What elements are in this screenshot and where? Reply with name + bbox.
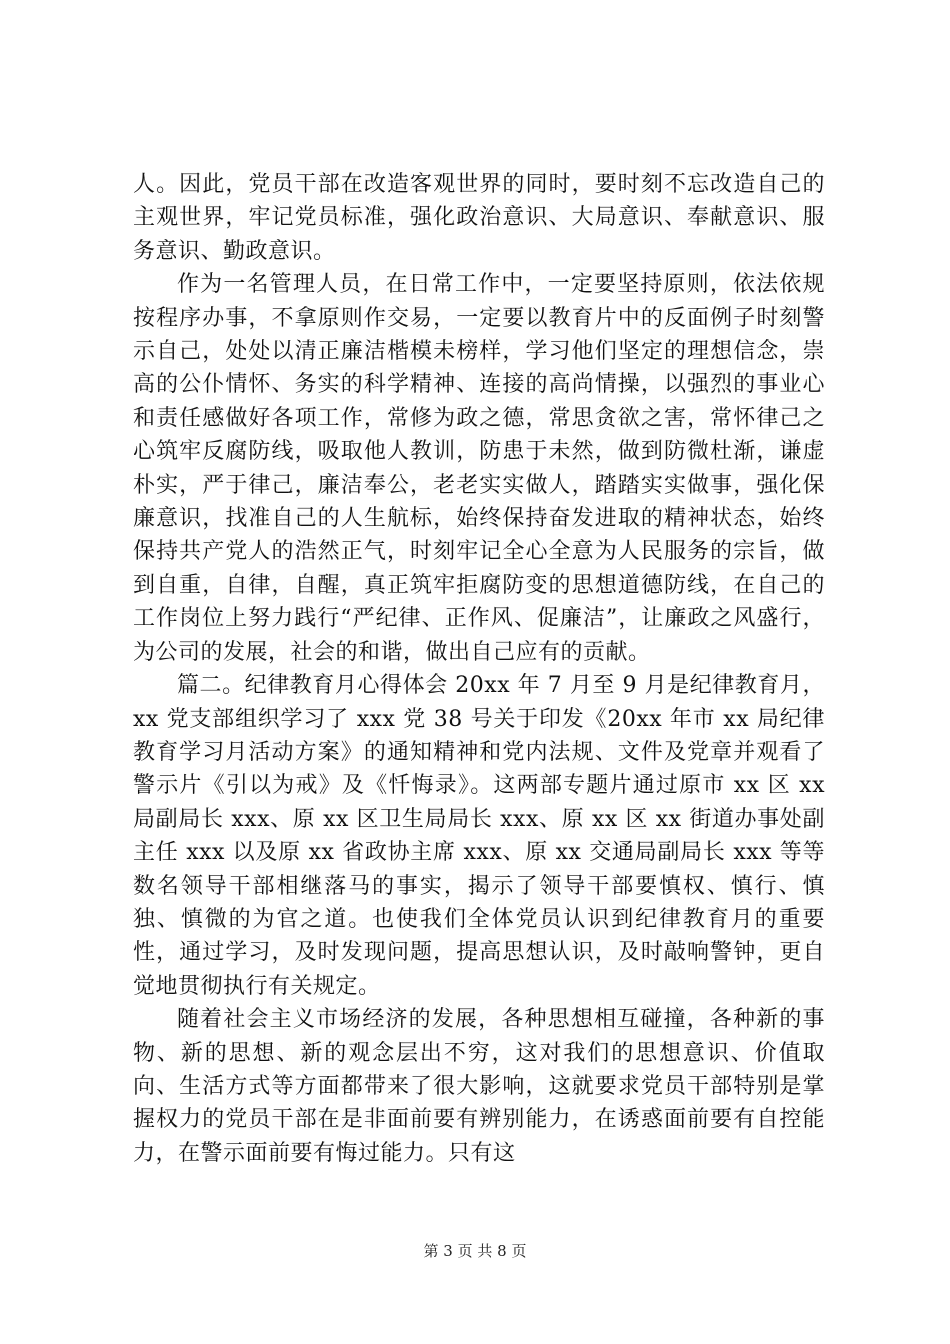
paragraph-management-duty: 作为一名管理人员，在日常工作中，一定要坚持原则，依法依规按程序办事，不拿原则作交易，一定要以教育片中的反面例子时刻警示自己，处处以清正廉洁楷模未榜样，学习他们坚定的理想信念，崇高的公仆情怀、务实的科学精神、连接的高尚情操，以强烈的事业心和责任感做好各项工作，常修为政之德，常思贪欲之害，常怀律己之心筑牢反腐防线，吸取他人教训，防患于未然，做到防微杜渐，谦虚朴实，严于律己，廉洁奉公，老老实实做人，踏踏实实做事，强化保廉意识，找准自己的人生航标，始终保持奋发进取的精神状态，始终保持共产党人的浩然正气，时刻牢记全心全意为人民服务的宗旨，做到自重，自律，自醒，真正筑牢拒腐防变的思想道德防线，在自己的工作岗位上努力践行“严纪律、正作风、促廉洁”，让廉政之风盛行，为公司的发展，社会的和谐，做出自己应有的贡献。	[133, 272, 825, 665]
page-number-footer: 第 3 页 共 8 页	[423, 1242, 527, 1260]
paragraph-market-economy: 随着社会主义市场经济的发展，各种思想相互碰撞，各种新的事物、新的思想、新的观念层出不穷，这对我们的思想意识、价值取向、生活方式等方面都带来了很大影响，这就要求党员干部特别是掌握权力的党员干部在是非面前要有辨别能力，在诱惑面前要有自控能力，在警示面前要有悔过能力。只有这	[133, 1007, 825, 1166]
paragraph-continuation: 人。因此，党员干部在改造客观世界的同时，要时刻不忘改造自己的主观世界，牢记党员标准，强化政治意识、大局意识、奉献意识、服务意识、勤政意识。	[133, 172, 825, 264]
document-body	[133, 168, 825, 1170]
paragraph-article-two: 篇二。纪律教育月心得体会 20xx 年 7 月至 9 月是纪律教育月，xx 党支部组织学习了 xxx 党 38 号关于印发《20xx 年市 xx 局纪律教育学习月活动方案》的通知精神和党内法规、文件及党章并观看了警示片《引以为戒》及《忏悔录》。这两部专题片通过原市 xx 区 xx 局副局长 xxx、原 xx 区卫生局局长 xxx、原 xx 区 xx 街道办事处副主任 xxx 以及原 xx 省政协主席 xxx、原 xx 交通局副局长 xxx 等等数名领导干部相继落马的事实，揭示了领导干部要慎权、慎行、慎独、慎微的为官之道。也使我们全体党员认识到纪律教育月的重要性，通过学习，及时发现问题，提高思想认识，及时敲响警钟，更自觉地贯彻执行有关规定。	[133, 673, 825, 999]
